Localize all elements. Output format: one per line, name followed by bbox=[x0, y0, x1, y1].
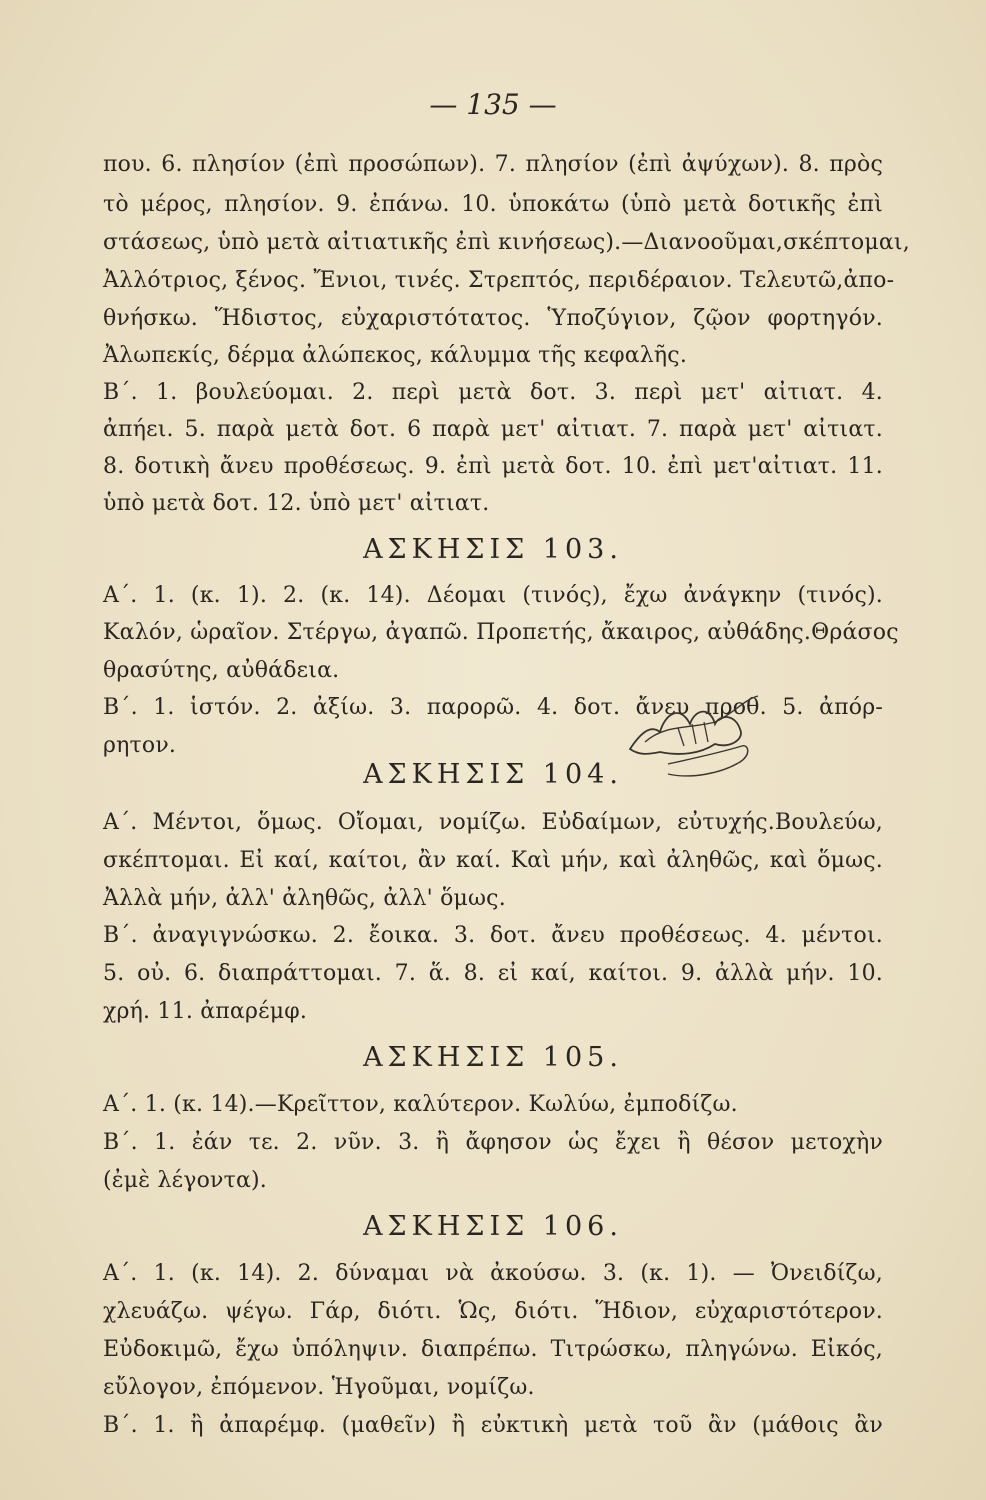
text-line: Ἀλλὰ μήν, ἀλλ' ἀληθῶς, ἀλλ' ὅμως. bbox=[103, 886, 506, 911]
text-line: Εὐδοκιμῶ, ἔχω ὑπόληψιν. διαπρέπω. Τιτρώσκω, πληγώνω. Εἰκός, bbox=[103, 1337, 883, 1362]
text-line: Α΄. Μέντοι, ὅμως. Οἴομαι, νομίζω. Εὐδαίμων, εὐτυχής.Βουλεύω, bbox=[103, 810, 883, 835]
exercise-heading-103: ΑΣΚΗΣΙΣ 103. bbox=[363, 534, 623, 565]
text-line: ρητον. bbox=[103, 733, 177, 758]
text-line: ἀπήει. 5. παρὰ μετὰ δοτ. 6 παρὰ μετ' αἰτιατ. 7. παρὰ μετ' αἰτιατ. bbox=[103, 417, 883, 442]
text-line: Α΄. 1. (κ. 14). 2. δύναμαι νὰ ἀκούσω. 3. (κ. 1). — Ὀνειδίζω, bbox=[103, 1261, 883, 1286]
text-line: 8. δοτικὴ ἄνευ προθέσεως. 9. ἐπὶ μετὰ δοτ. 10. ἐπὶ μετ'αἰτιατ. 11. bbox=[103, 454, 883, 479]
text-line: χρή. 11. ἀπαρέμφ. bbox=[103, 999, 308, 1024]
text-line: Β΄. 1. ἐάν τε. 2. νῦν. 3. ἢ ἄφησον ὡς ἔχει ἢ θέσον μετοχὴν bbox=[103, 1130, 883, 1155]
exercise-heading-105: ΑΣΚΗΣΙΣ 105. bbox=[363, 1042, 623, 1073]
text-line: τὸ μέρος, πλησίον. 9. ἐπάνω. 10. ὑποκάτω (ὑπὸ μετὰ δοτικῆς ἐπὶ bbox=[103, 192, 883, 217]
text-line: στάσεως, ὑπὸ μετὰ αἰτιατικῆς ἐπὶ κινήσεως).—Διανοοῦμαι,σκέπτομαι, bbox=[103, 230, 910, 255]
page-number: — 135 — bbox=[429, 88, 557, 121]
text-line: σκέπτομαι. Εἰ καί, καίτοι, ἂν καί. Καὶ μήν, καὶ ἀληθῶς, καὶ ὅμως. bbox=[103, 848, 883, 873]
text-line: Ἀλωπεκίς, δέρμα ἀλώπεκος, κάλυμμα τῆς κεφαλῆς. bbox=[103, 343, 688, 368]
text-line: θνήσκω. Ἥδιστος, εὐχαριστότατος. Ὑποζύγιον, ζῷον φορτηγόν. bbox=[103, 306, 883, 331]
text-line: εὔλογον, ἐπόμενον. Ἡγοῦμαι, νομίζω. bbox=[103, 1375, 535, 1400]
text-line: χλευάζω. ψέγω. Γάρ, διότι. Ὡς, διότι. Ἥδιον, εὐχαριστότερον. bbox=[103, 1299, 883, 1324]
exercise-heading-104: ΑΣΚΗΣΙΣ 104. bbox=[363, 759, 623, 790]
text-line: Α΄. 1. (κ. 14).—Κρεῖττον, καλύτερον. Κωλύω, ἐμποδίζω. bbox=[103, 1092, 738, 1117]
handwritten-signature bbox=[620, 694, 760, 784]
text-line: 5. οὐ. 6. διαπράττομαι. 7. ἅ. 8. εἰ καί, καίτοι. 9. ἀλλὰ μήν. 10. bbox=[103, 961, 883, 986]
text-line: (ἐμὲ λέγοντα). bbox=[103, 1168, 267, 1193]
text-line: Ἀλλότριος, ξένος. Ἔνιοι, τινές. Στρεπτός, περιδέραιον. Τελευτῶ,ἀπο- bbox=[103, 268, 895, 293]
exercise-heading-106: ΑΣΚΗΣΙΣ 106. bbox=[363, 1211, 623, 1242]
text-line: Καλόν, ὡραῖον. Στέργω, ἀγαπῶ. Προπετής, ἄκαιρος, αὐθάδης.Θράσος bbox=[103, 620, 899, 645]
text-line: που. 6. πλησίον (ἐπὶ προσώπων). 7. πλησίον (ἐπὶ ἀψύχων). 8. πρὸς bbox=[103, 152, 883, 177]
text-line: Β΄. 1. ἢ ἀπαρέμφ. (μαθεῖν) ἢ εὐκτικὴ μετὰ τοῦ ἂν (μάθοις ἂν bbox=[103, 1413, 883, 1438]
text-line: ὑπὸ μετὰ δοτ. 12. ὑπὸ μετ' αἰτιατ. bbox=[103, 491, 490, 516]
text-line: Β΄. 1. ἱστόν. 2. ἀξίω. 3. παρορῶ. 4. δοτ. ἄνευ προθ. 5. ἀπόρ- bbox=[103, 695, 883, 720]
text-line: Β΄. ἀναγιγνώσκω. 2. ἔοικα. 3. δοτ. ἄνευ προθέσεως. 4. μέντοι. bbox=[103, 923, 883, 948]
text-line: θρασύτης, αὐθάδεια. bbox=[103, 658, 340, 683]
text-line: Β΄. 1. βουλεύομαι. 2. περὶ μετὰ δοτ. 3. περὶ μετ' αἰτιατ. 4. bbox=[103, 380, 883, 405]
text-line: Α΄. 1. (κ. 1). 2. (κ. 14). Δέομαι (τινός), ἔχω ἀνάγκην (τινός). bbox=[103, 583, 883, 608]
